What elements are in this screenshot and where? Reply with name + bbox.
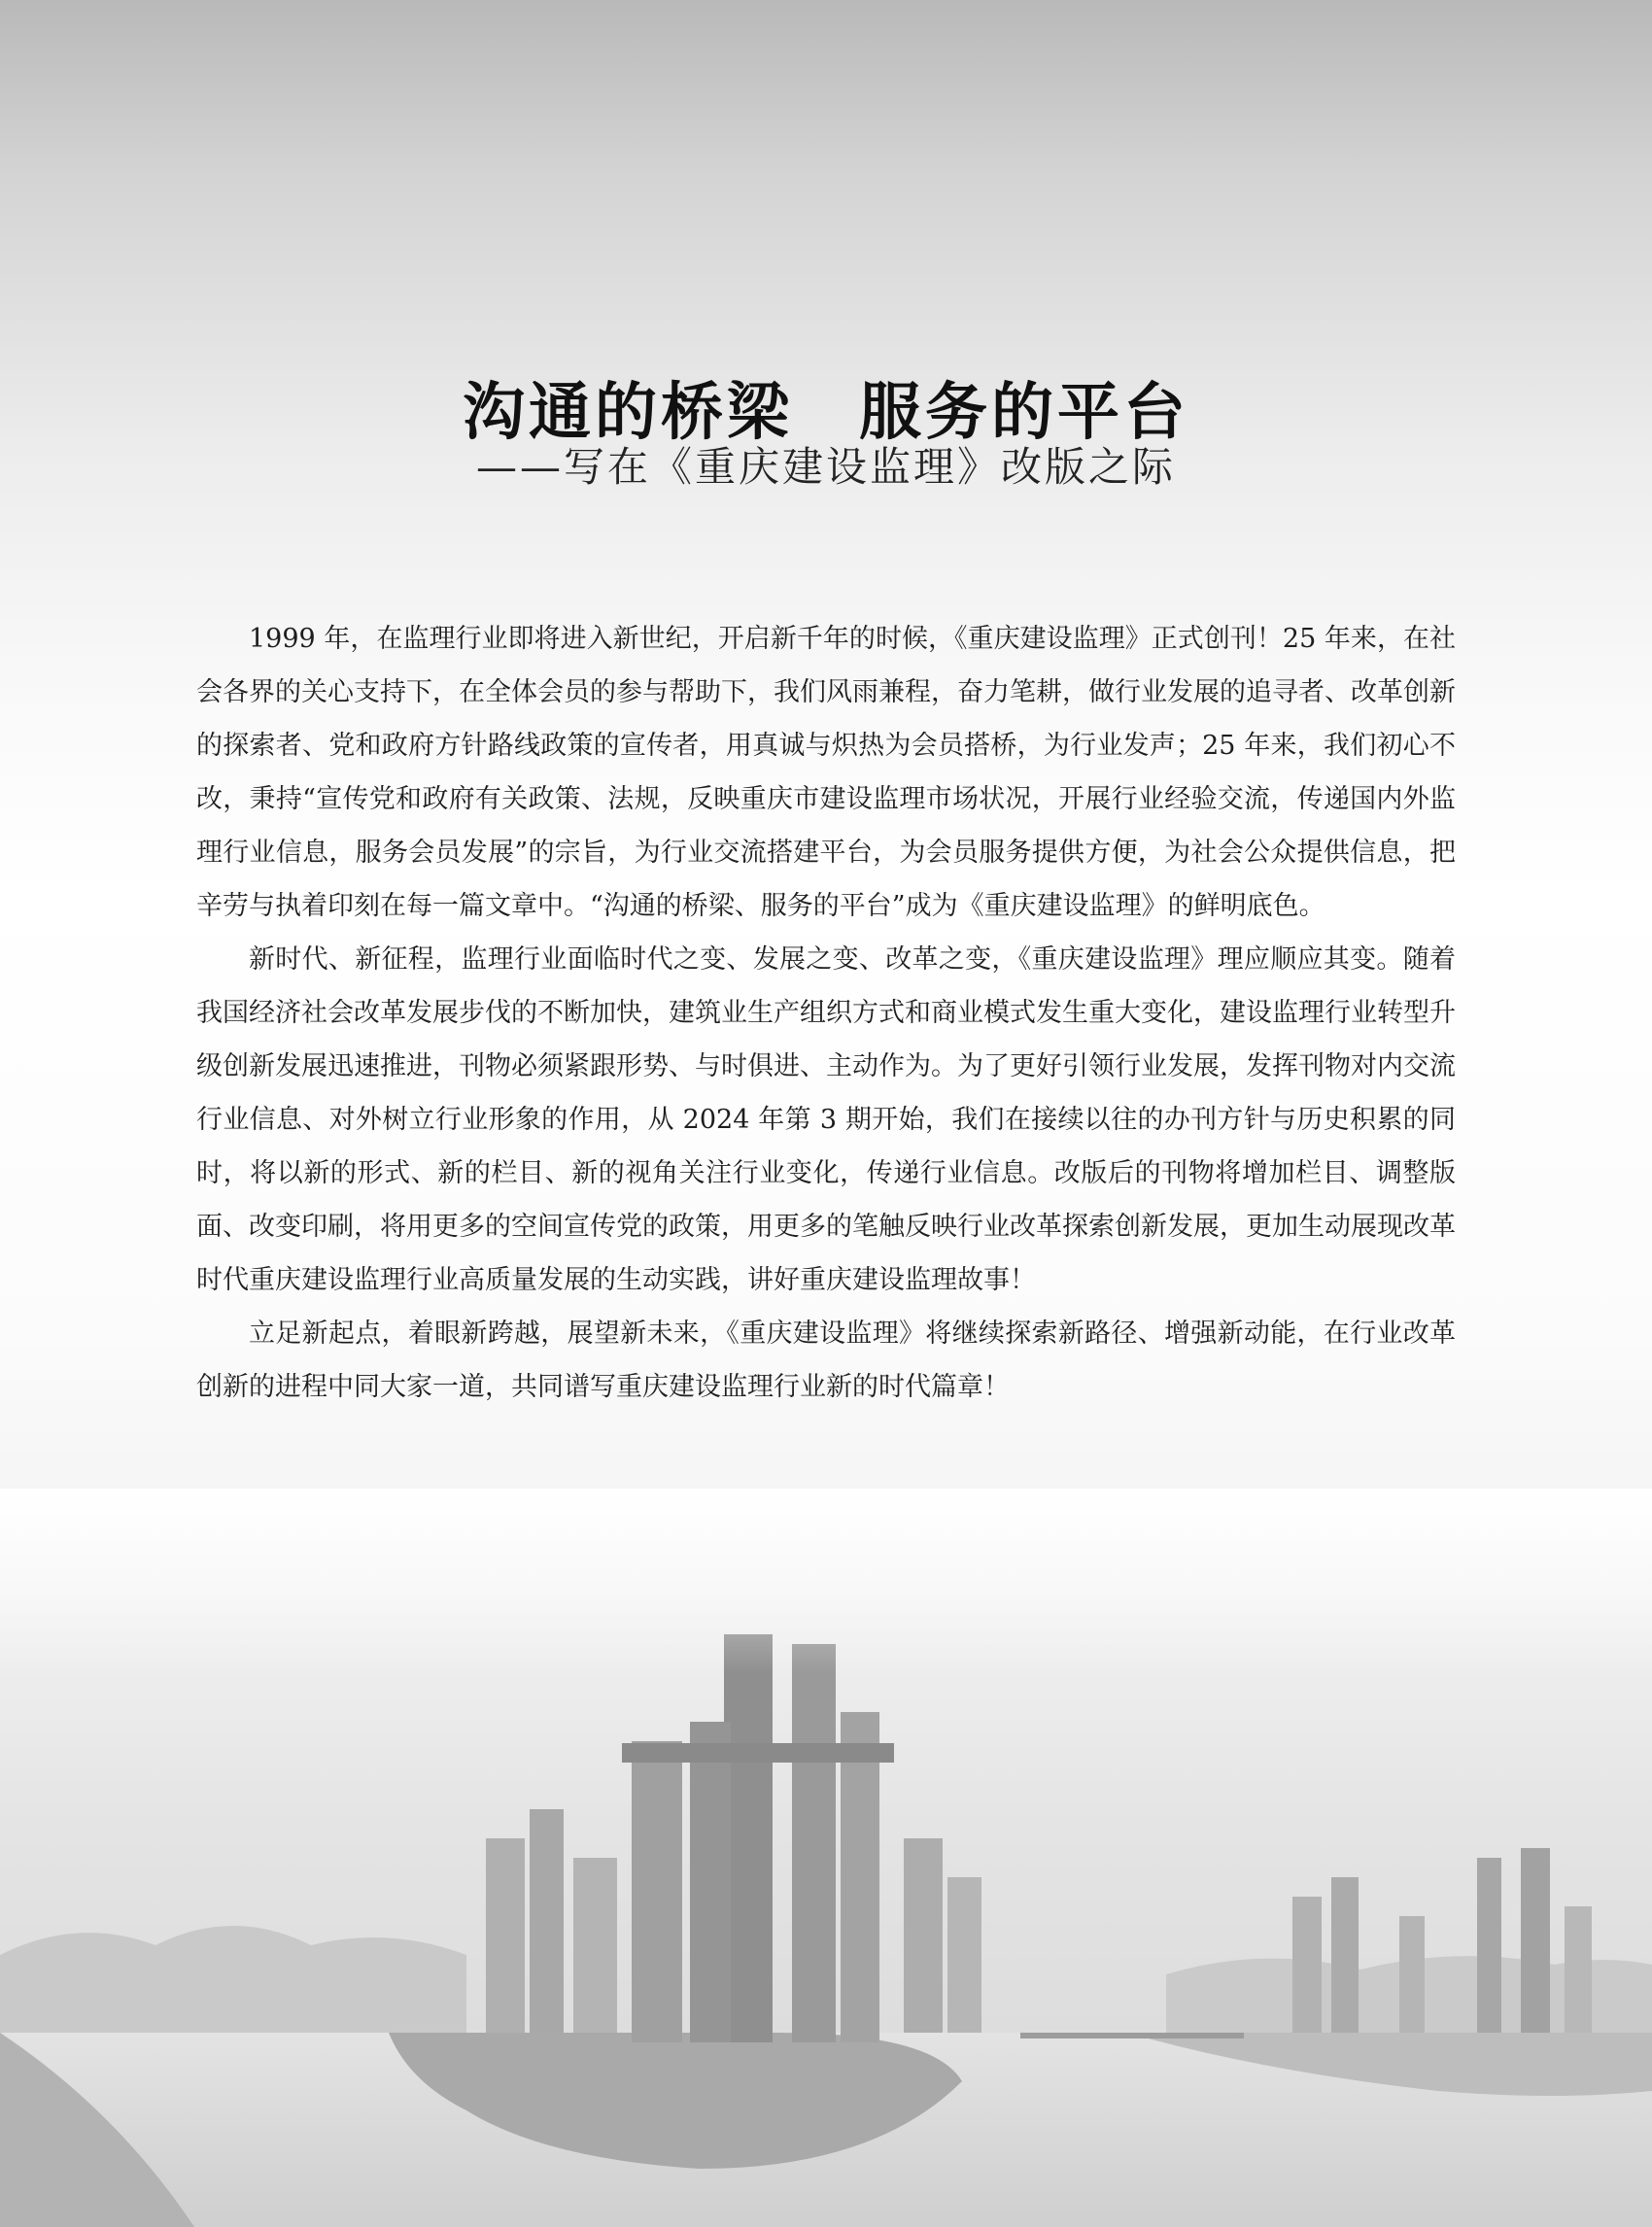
paragraph-3: 立足新起点，着眼新跨越，展望新未来，《重庆建设监理》将继续探索新路径、增强新动能，在行业改革创新的进程中同大家一道，共同谱写重庆建设监理行业新的时代篇章！ <box>196 1319 1456 1402</box>
paragraph-1: 1999 年，在监理行业即将进入新世纪，开启新千年的时候，《重庆建设监理》正式创刊！25 年来，在社会各界的关心支持下，在全体会员的参与帮助下，我们风雨兼程，奋力笔耕，做行业发展的追寻者、改革创新的探索者、党和政府方针路线政策的宣传者，用真诚与炽热为会员搭桥，为行业发声；25 年来，我们初心不改，秉持“宣传党和政府有关政策、法规，反映重庆市建设监理市场状况，开展行业经验交流，传递国内外监理行业信息，服务会员发展”的宗旨，为行业交流搭建平台，为会员服务提供方便，为社会公众提供信息，把辛劳与执着印刻在每一篇文章中。“沟通的桥梁、服务的平台”成为《重庆建设监理》的鲜明底色。 <box>196 624 1456 921</box>
city-skyline-image <box>0 1489 1652 2227</box>
article-body <box>196 612 1456 1414</box>
article-subtitle: ——写在《重庆建设监理》改版之际 <box>475 443 1176 491</box>
article-title: 沟通的桥梁 服务的平台 <box>463 376 1189 449</box>
paragraph-2: 新时代、新征程，监理行业面临时代之变、发展之变、改革之变，《重庆建设监理》理应顺应其变。随着我国经济社会改革发展步伐的不断加快，建筑业生产组织方式和商业模式发生重大变化，建设监理行业转型升级创新发展迅速推进，刊物必须紧跟形势、与时俱进、主动作为。为了更好引领行业发展，发挥刊物对内交流行业信息、对外树立行业形象的作用，从 2024 年第 3 期开始，我们在接续以往的办刊方针与历史积累的同时，将以新的形式、新的栏目、新的视角关注行业变化，传递行业信息。改版后的刊物将增加栏目、调整版面、改变印刷，将用更多的空间宣传党的政策，用更多的笔触反映行业改革探索创新发展，更加生动展现改革时代重庆建设监理行业高质量发展的生动实践，讲好重庆建设监理故事！ <box>196 944 1456 1295</box>
